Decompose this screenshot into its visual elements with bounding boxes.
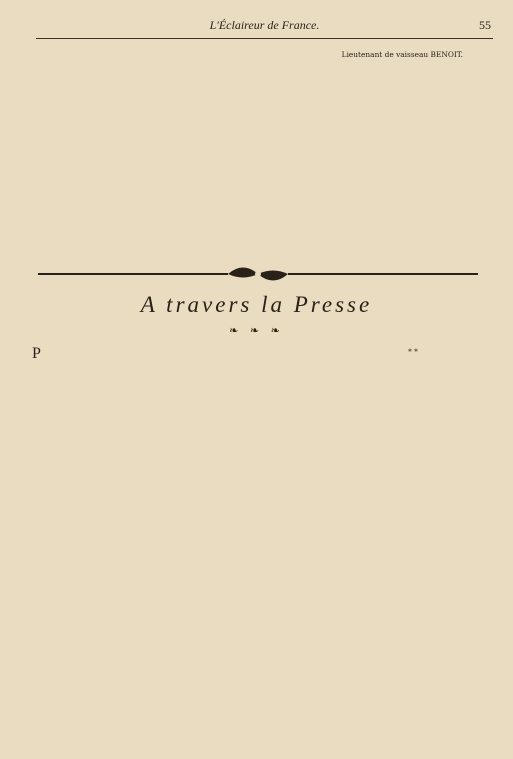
top-right-column: [259, 48, 463, 260]
decorative-divider-icon: [38, 263, 478, 285]
page-number: 55: [479, 18, 491, 32]
running-title: L'Éclaireur de France.: [209, 18, 320, 32]
article-signature: Lieutenant de vaisseau BENOIT.: [341, 50, 463, 59]
section-ornament: ❧ ❧ ❧: [229, 324, 284, 337]
running-header: [36, 16, 493, 39]
section-title: A travers la Presse: [140, 292, 373, 317]
section-stars: * *: [408, 347, 418, 356]
body-column-2: [172, 346, 324, 751]
top-left-column: [38, 48, 246, 248]
body-column-3: [334, 346, 484, 751]
drop-cap: P: [32, 346, 41, 362]
body-column-1: [32, 346, 162, 751]
